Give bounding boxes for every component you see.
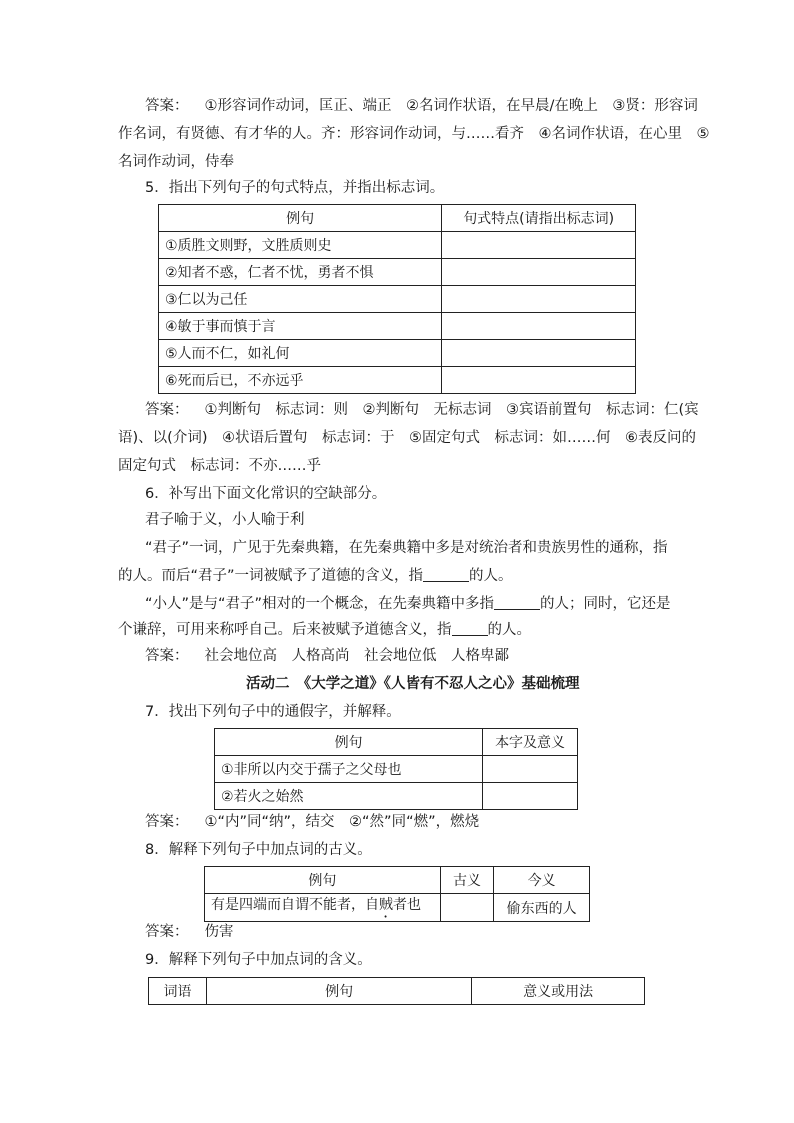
- q5-table: [158, 204, 636, 394]
- q7-answer: [145, 812, 479, 832]
- table-row: [215, 756, 578, 783]
- q5-answer-line-3: 固定句式 标志词：不亦……乎: [118, 458, 321, 474]
- column-header: 意义或用法: [472, 978, 645, 1005]
- text-segment: “小人”是与“君子”相对的一个概念，在先秦典籍中多指: [145, 596, 495, 612]
- text-segment: 者也: [393, 897, 421, 913]
- table-header-row: [149, 978, 645, 1005]
- q9-table: [148, 977, 645, 1005]
- q5-answer-line-2: 语)、以(介词) ④状语后置句 标志词：于 ⑤固定句式 标志词：如……何 ⑥表反问的: [118, 430, 696, 446]
- q4-answer-line-1: [145, 96, 698, 116]
- q5-answer-line-1: [145, 400, 699, 420]
- q8-table: [204, 866, 590, 922]
- table-cell: ①非所以内交于孺子之父母也: [215, 756, 483, 783]
- table-cell: [205, 894, 441, 922]
- blank-cell: [442, 286, 636, 313]
- blank-cell: [442, 340, 636, 367]
- text-segment: 的人。: [469, 568, 513, 584]
- table-cell: ③仁以为己任: [159, 286, 442, 313]
- answer-label: 答案：: [145, 648, 189, 664]
- column-header: 词语: [149, 978, 207, 1005]
- table-cell: ②知者不惑，仁者不忧，勇者不惧: [159, 259, 442, 286]
- answer-text: ①“内”同“纳”，结交 ②“然”同“燃”，燃烧: [204, 814, 480, 830]
- table-row: [205, 894, 590, 922]
- table-cell: ⑥死而后已，不亦远乎: [159, 367, 442, 394]
- q9-prompt: 9．解释下列句子中加点词的含义。: [145, 952, 372, 968]
- q6-prompt: 6．补写出下面文化常识的空缺部分。: [145, 486, 387, 502]
- text-segment: 的人。而后“君子”一词被赋予了道德的含义，指: [118, 568, 424, 584]
- table-header-row: [215, 729, 578, 756]
- table-row: [159, 232, 636, 259]
- fill-blank[interactable]: [452, 621, 488, 636]
- q4-answer-line-3: 名词作动词，侍奉: [118, 154, 234, 170]
- q7-table: [214, 728, 578, 810]
- table-cell: ⑤人而不仁，如礼何: [159, 340, 442, 367]
- table-cell: ④敏于事而慎于言: [159, 313, 442, 340]
- table-cell: ①质胜文则野，文胜质则史: [159, 232, 442, 259]
- column-header: 今义: [494, 867, 590, 894]
- table-header-row: [205, 867, 590, 894]
- column-header: 例句: [159, 205, 442, 232]
- activity-heading: 活动二 《大学之道》《人皆有不忍人之心》基础梳理: [246, 676, 580, 692]
- blank-cell: [442, 367, 636, 394]
- answer-text: ①判断句 标志词：则 ②判断句 无标志词 ③宾语前置句 标志词：仁(宾: [204, 402, 699, 418]
- table-cell: 偷东西的人: [494, 894, 590, 922]
- answer-text: ①形容词作动词，匡正、端正 ②名词作状语，在早晨/在晚上 ③贤：形容词: [204, 98, 698, 114]
- fill-blank[interactable]: [423, 567, 469, 582]
- column-header: 例句: [205, 867, 441, 894]
- q5-prompt: 5．指出下列句子的句式特点，并指出标志词。: [145, 180, 445, 196]
- q8-prompt: 8．解释下列句子中加点词的古义。: [145, 842, 372, 858]
- text-segment: 的人；同时，它还是: [540, 596, 671, 612]
- table-header-row: [159, 205, 636, 232]
- answer-label: 答案：: [145, 98, 189, 114]
- q6-paragraph-2-line-1: [145, 594, 671, 614]
- table-row: [159, 259, 636, 286]
- blank-cell: [440, 894, 494, 922]
- blank-cell: [483, 783, 578, 810]
- blank-cell: [442, 259, 636, 286]
- q7-prompt: 7．找出下列句子中的通假字，并解释。: [145, 704, 401, 720]
- q6-answer: [145, 646, 509, 666]
- column-header: 古义: [440, 867, 494, 894]
- text-segment: 有是四端而自谓不能者，自: [211, 897, 379, 913]
- text-segment: 的人。: [487, 622, 531, 638]
- column-header: 句式特点(请指出标志词): [442, 205, 636, 232]
- column-header: 例句: [206, 978, 471, 1005]
- q8-answer: [145, 922, 234, 942]
- answer-label: 答案：: [145, 402, 189, 418]
- fill-blank[interactable]: [494, 595, 540, 610]
- table-cell: ②若火之始然: [215, 783, 483, 810]
- column-header: 例句: [215, 729, 483, 756]
- dotted-word: 贼: [379, 897, 393, 913]
- q6-paragraph-1-line-2: [118, 566, 513, 586]
- table-row: [159, 340, 636, 367]
- q6-quote: 君子喻于义，小人喻于利: [145, 512, 305, 528]
- blank-cell: [442, 313, 636, 340]
- table-row: [159, 313, 636, 340]
- blank-cell: [483, 756, 578, 783]
- answer-text: 社会地位高 人格高尚 社会地位低 人格卑鄙: [204, 648, 509, 664]
- q4-answer-line-2: 作名词，有贤德、有才华的人。齐：形容词作动词，与……看齐 ④名词作状语，在心里 ⑤: [118, 126, 710, 142]
- table-row: [215, 783, 578, 810]
- table-row: [159, 367, 636, 394]
- answer-label: 答案：: [145, 814, 189, 830]
- answer-label: 答案：: [145, 924, 189, 940]
- q6-paragraph-2-line-2: [118, 620, 531, 640]
- q6-paragraph-1-line-1: “君子”一词，广见于先秦典籍，在先秦典籍中多是对统治者和贵族男性的通称，指: [145, 540, 668, 556]
- column-header: 本字及意义: [483, 729, 578, 756]
- text-segment: 个谦辞，可用来称呼自己。后来被赋予道德含义，指: [118, 622, 452, 638]
- answer-text: 伤害: [204, 924, 234, 940]
- blank-cell: [442, 232, 636, 259]
- table-row: [159, 286, 636, 313]
